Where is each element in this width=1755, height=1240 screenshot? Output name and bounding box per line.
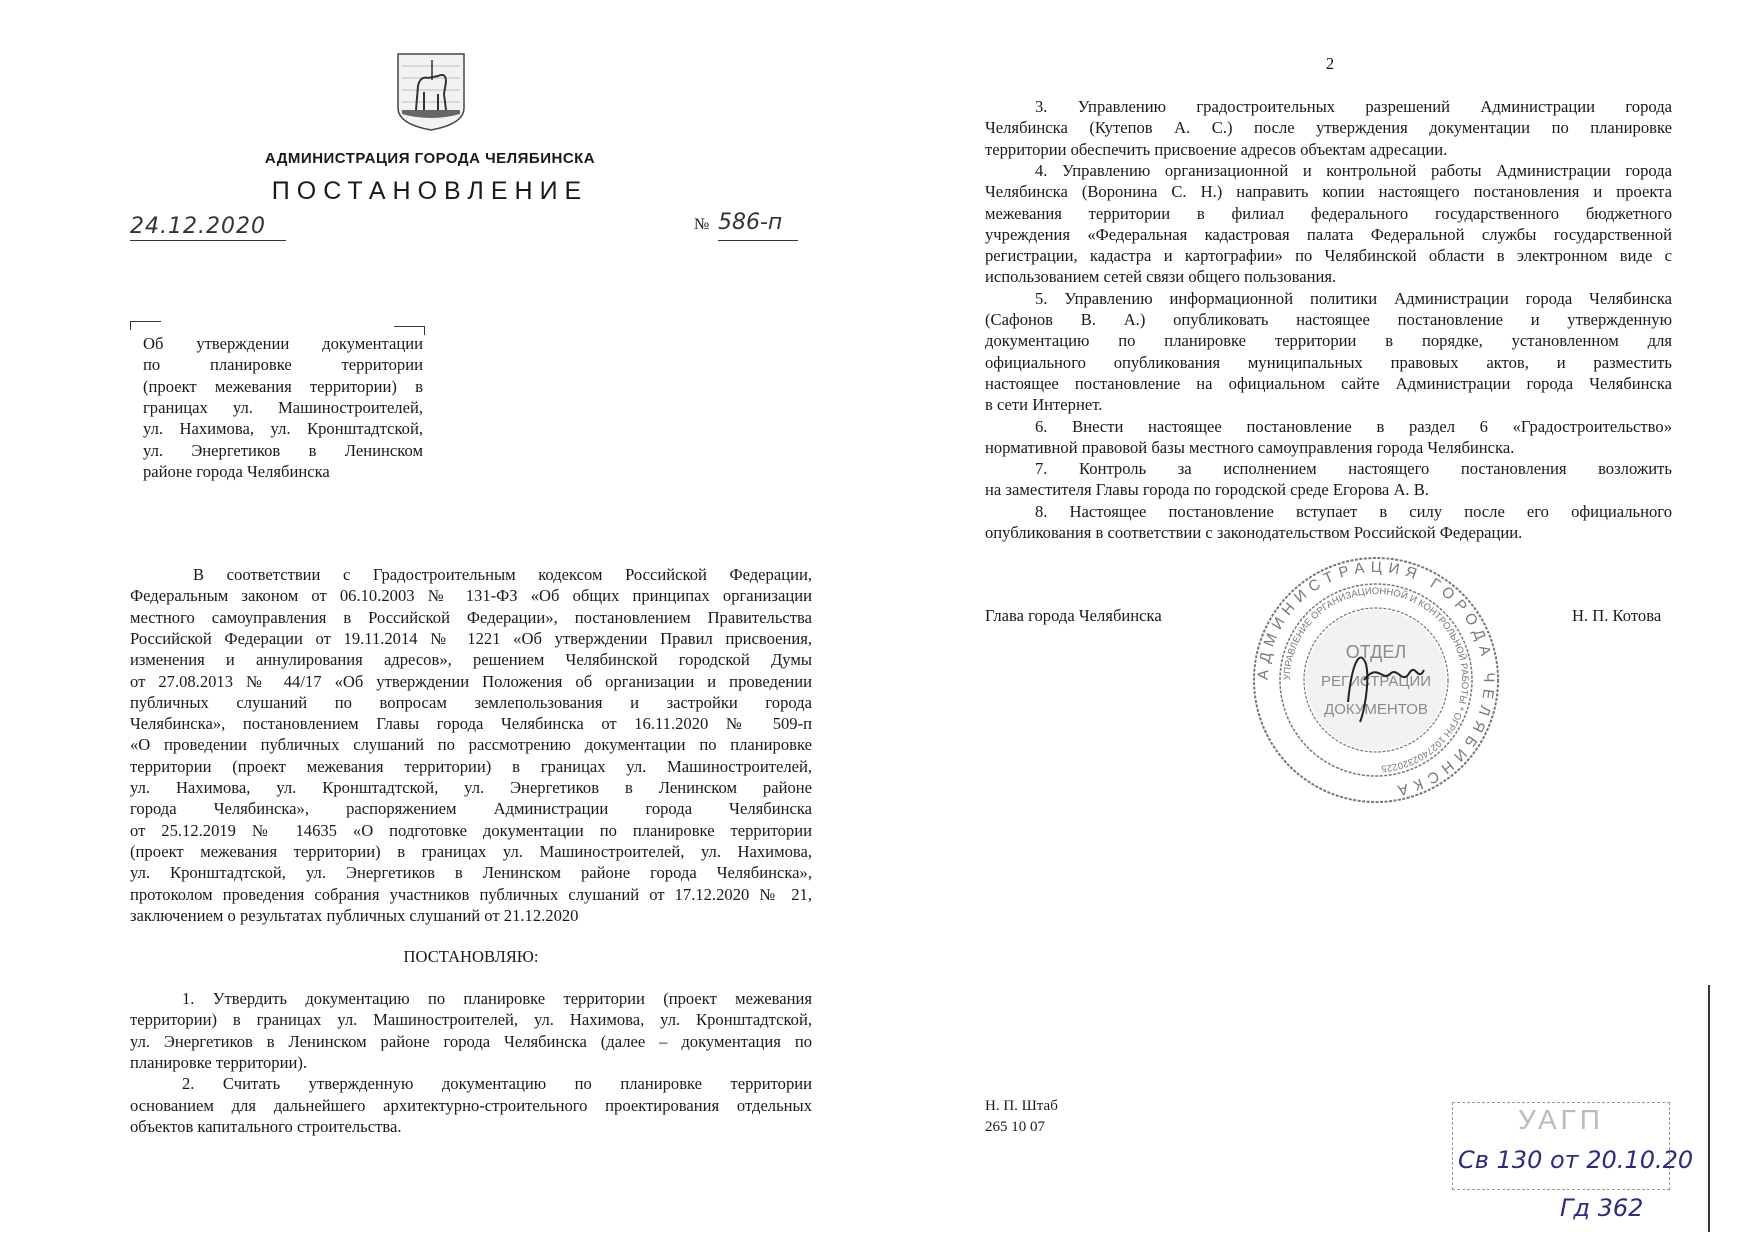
resolution-item-line: 4. Управлению организационной и контрольной работы Администрации города: [1035, 160, 1672, 180]
preamble-line: от 25.12.2019 № 14635 «О подготовке документации по планировке территории: [130, 820, 812, 840]
document-type-title: ПОСТАНОВЛЕНИЕ: [271, 177, 589, 205]
subject-line: границах ул. Машиностроителей,: [143, 397, 423, 417]
resolution-item-line: территории) в границах ул. Машиностроителей, ул. Нахимова, ул. Кронштадтской,: [130, 1010, 812, 1030]
executor-name: Н. П. Штаб: [985, 1098, 1058, 1114]
resolution-item-line: межевания территории в филиал федерального государственного бюджетного: [985, 203, 1672, 223]
stamp-box-text: УАГП: [1518, 1104, 1604, 1135]
resolution-item-line: 1. Утвердить документацию по планировке территории (проект межевания: [182, 989, 812, 1008]
subject-line: по планировке территории: [143, 355, 423, 375]
preamble-line: В соответствии с Градостроительным кодексом Российской Федерации,: [193, 565, 812, 584]
resolution-item-line: в сети Интернет.: [985, 395, 1103, 415]
resolution-item-line: планировке территории).: [130, 1052, 308, 1072]
resolution-item-line: ул. Энергетиков в Ленинском районе города Челябинска (далее – документация по: [130, 1031, 812, 1051]
resolution-item-line: (Сафонов В. А.) опубликовать настоящее постановление и утвержденную: [985, 310, 1672, 329]
preamble-line: от 27.08.2013 № 44/17 «Об утверждении Положения об организации и проведении: [130, 671, 812, 691]
organization-name: АДМИНИСТРАЦИЯ ГОРОДА ЧЕЛЯБИНСКА: [264, 150, 596, 167]
number-field: [718, 210, 798, 241]
preamble-line: ул. Нахимова, ул. Кронштадтской, ул. Энергетиков в Ленинском районе: [130, 778, 812, 797]
subject-line: (проект межевания территории) в: [143, 376, 423, 396]
official-seal: [1248, 552, 1504, 808]
resolution-item-line: 5. Управлению информационной политики Администрации города Челябинска: [1035, 288, 1672, 308]
subject-line: Об утверждении документации: [143, 334, 423, 353]
resolution-item-line: документацию по планировке территории в порядке, установленном для: [985, 331, 1672, 351]
date-field: [130, 214, 286, 241]
preamble-line: Федеральным законом от 06.10.2003 № 131-ФЗ «Об общих принципах организации: [130, 586, 812, 606]
resolution-item-line: 7. Контроль за исполнением настоящего постановления возложить: [1035, 459, 1672, 479]
resolution-item-line: регистрации, кадастра и картографии» по Челябинской области в электронном виде с: [985, 246, 1672, 266]
preamble-line: местного самоуправления в Российской Федерации», постановлением Правительства: [130, 607, 812, 627]
resolution-item-line: использованием сетей связи общего пользования.: [985, 267, 1337, 287]
resolution-item-line: основанием для дальнейшего архитектурно-строительного проектирования отдельных: [130, 1095, 812, 1115]
svg-text:ДОКУМЕНТОВ: ДОКУМЕНТОВ: [1324, 701, 1428, 718]
resolution-item-line: Челябинска (Кутепов А. С.) после утверждения документации по планировке: [985, 118, 1672, 138]
resolution-item-line: Челябинска (Воронина С. Н.) направить копии настоящего постановления и проекта: [985, 182, 1672, 202]
executor-block: [985, 1096, 1058, 1138]
signatory-title: Глава города Челябинска: [985, 606, 1162, 625]
resolution-item-line: 8. Настоящее постановление вступает в силу после его официального: [1035, 501, 1672, 521]
preamble-line: публичных слушаний по вопросам землепользования и застройки города: [130, 692, 812, 712]
preamble-line: протоколом проведения собрания участников публичных слушаний от 17.12.2020 № 21,: [130, 884, 812, 904]
preamble-line: территории (проект межевания территории) в границах ул. Машиностроителей,: [130, 756, 812, 776]
handwritten-registration-line1: Св 130 от 20.10.20: [1458, 1146, 1694, 1174]
preamble-line: города Челябинска», распоряжением Администрации города Челябинска: [130, 799, 812, 819]
resolution-item-line: настоящее постановление на официальном сайте Администрации города Челябинска: [985, 373, 1672, 393]
seal-outer-text: АДМИНИСТРАЦИЯ ГОРОДА ЧЕЛЯБИНСКА: [1254, 558, 1498, 800]
subject-line: ул. Энергетиков в Ленинском: [143, 440, 423, 460]
page-number: 2: [1325, 54, 1335, 73]
preamble-line: ул. Кронштадтской, ул. Энергетиков в Ленинском районе города Челябинска»,: [130, 863, 812, 883]
handwritten-date: 24.12.2020: [130, 214, 266, 239]
resolution-item-line: объектов капитального строительства.: [130, 1116, 402, 1136]
resolution-item-line: 6. Внести настоящее постановление в раздел 6 «Градостроительство»: [1035, 416, 1672, 436]
handwritten-number: 586-п: [718, 210, 783, 235]
subject-line: ул. Нахимова, ул. Кронштадтской,: [143, 419, 423, 439]
executor-phone: 265 10 07: [985, 1119, 1045, 1135]
preamble-line: Российской Федерации от 19.11.2014 № 1221 «Об утверждении Правил присвоения,: [130, 628, 812, 648]
resolution-item-line: на заместителя Главы города по городской среде Егорова А. В.: [985, 480, 1429, 500]
resolution-item-line: 2. Считать утвержденную документацию по планировке территории: [182, 1074, 812, 1094]
preamble-line: Челябинска», постановлением Главы города Челябинска от 16.11.2020 № 509-п: [130, 714, 812, 734]
resolution-item-line: учреждения «Федеральная кадастровая палата Федеральной службы государственной: [985, 224, 1672, 244]
svg-text:РЕГИСТРАЦИИ: РЕГИСТРАЦИИ: [1320, 673, 1432, 690]
preamble-line: заключением о результатах публичных слушаний от 21.12.2020: [130, 905, 579, 925]
signatory-name: Н. П. Котова: [1572, 606, 1662, 625]
margin-line: [1708, 985, 1710, 1232]
svg-text:ОТДЕЛ: ОТДЕЛ: [1345, 642, 1407, 662]
resolution-item-line: нормативной правовой базы местного самоуправления города Челябинска.: [985, 437, 1515, 457]
resolution-item-line: официального опубликования муниципальных правовых актов, и разместить: [985, 352, 1672, 372]
corner-bracket-left: [130, 321, 161, 330]
resolution-item-line: опубликования в соответствии с законодательством Российской Федерации.: [985, 523, 1523, 542]
number-prefix: №: [694, 216, 710, 233]
resolution-item-line: территории обеспечить присвоение адресов объектам адресации.: [985, 139, 1448, 159]
handwritten-registration-line2: Гд 362: [1560, 1194, 1644, 1222]
resolve-heading: ПОСТАНОВЛЯЮ:: [403, 947, 539, 966]
preamble-line: «О проведении публичных слушаний по рассмотрению документации по планировке: [130, 735, 812, 755]
preamble-line: (проект межевания территории) в границах ул. Машиностроителей, ул. Нахимова,: [130, 841, 812, 861]
coat-of-arms-emblem: [394, 50, 468, 132]
preamble-line: изменения и аннулирования адресов», решением Челябинской городской Думы: [130, 650, 812, 670]
resolution-item-line: 3. Управлению градостроительных разрешений Администрации города: [1035, 97, 1672, 116]
seal-inner-text: УПРАВЛЕНИЕ ОРГАНИЗАЦИОННОЙ И КОНТРОЛЬНОЙ РАБОТЫ * ОГРН 1027402320225: [1281, 585, 1471, 774]
subject-line: районе города Челябинска: [143, 461, 330, 481]
